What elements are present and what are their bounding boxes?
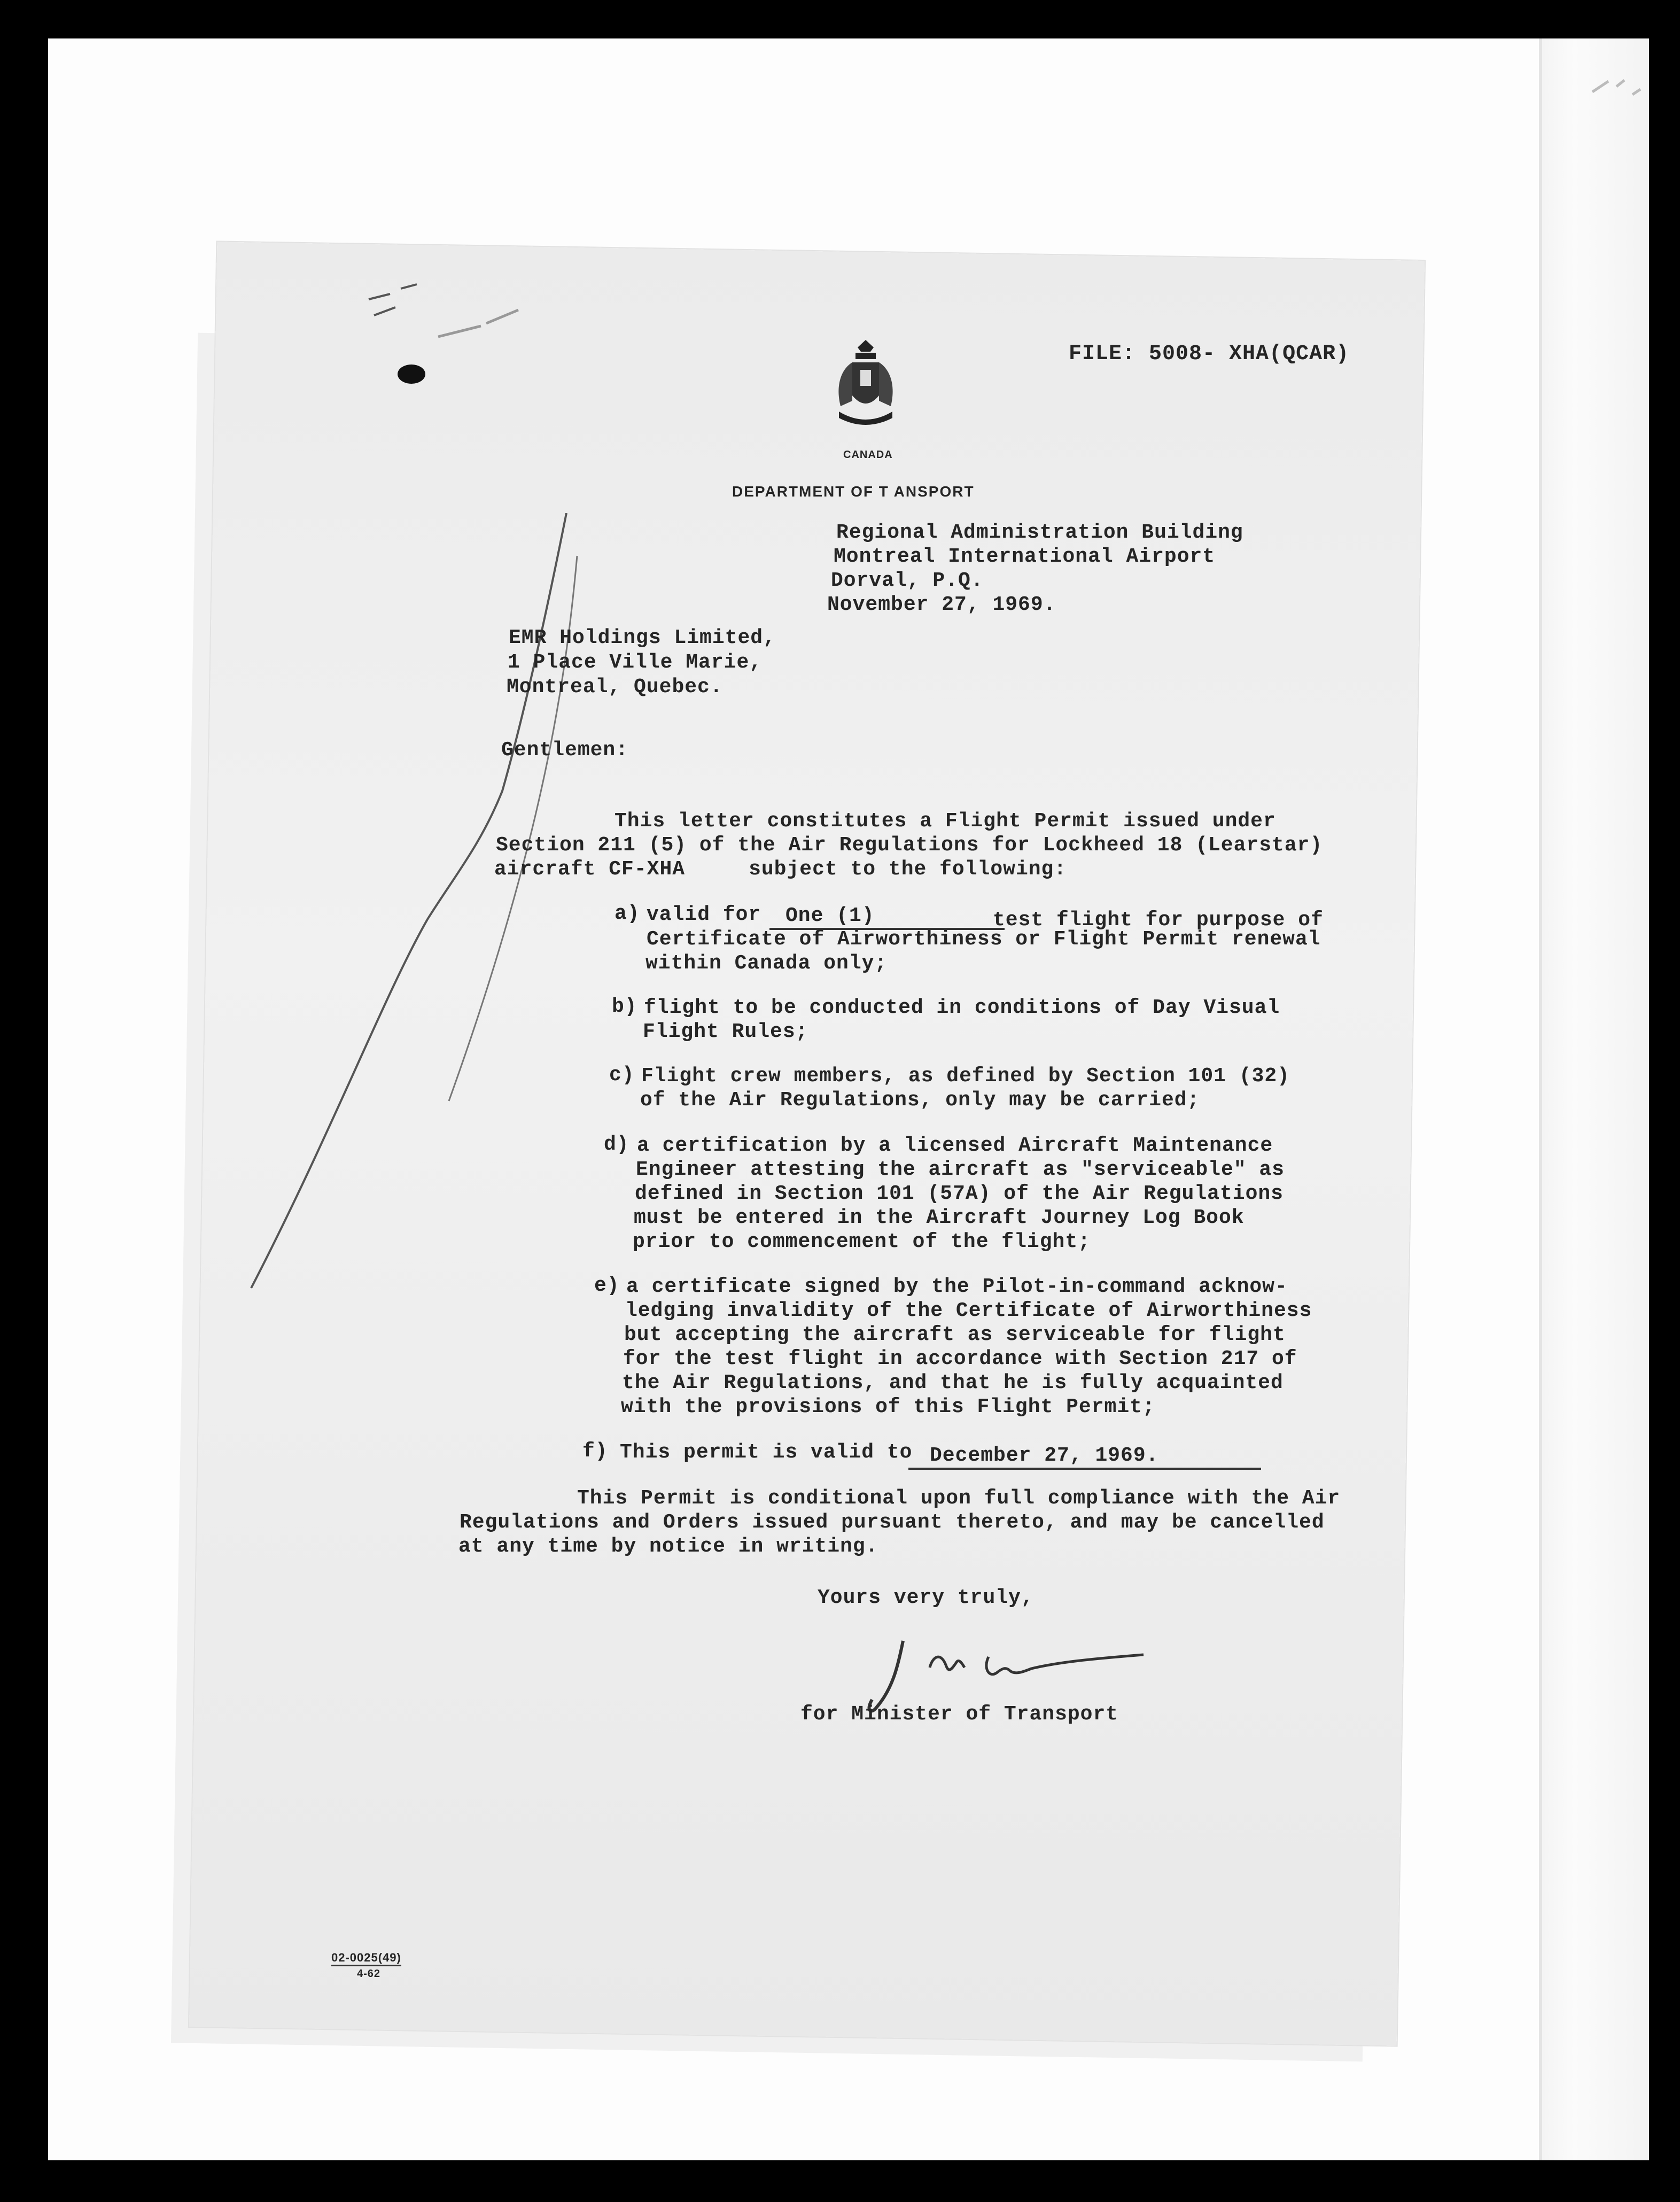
condition-letter: c) — [609, 1064, 635, 1087]
salutation: Gentlemen: — [501, 739, 629, 762]
condition-line: a certification by a licensed Aircraft Maintenance — [637, 1134, 1273, 1157]
recipient-line: EMR Holdings Limited, — [509, 626, 776, 649]
department-name: DEPARTMENT OF T ANSPORT — [732, 483, 975, 500]
recipient-line: Montreal, Quebec. — [507, 676, 723, 699]
condition-letter: f) — [582, 1440, 608, 1463]
letter-date: November 27, 1969. — [827, 593, 1056, 616]
recipient-line: 1 Place Ville Marie, — [508, 651, 763, 674]
closing-line: at any time by notice in writing. — [458, 1535, 878, 1558]
sender-address-line: Montreal International Airport — [834, 545, 1216, 568]
condition-line: must be entered in the Aircraft Journey Log Book — [634, 1206, 1245, 1229]
condition-line: for the test flight in accordance with Section 217 of — [623, 1347, 1297, 1370]
form-date: 4-62 — [357, 1968, 381, 1980]
intro-line: aircraft CF-XHA subject to the following: — [494, 858, 1067, 881]
condition-line: but accepting the aircraft as serviceable for flight — [624, 1323, 1286, 1346]
coat-of-arms-icon — [831, 337, 900, 433]
condition-line: defined in Section 101 (57A) of the Air Regulations — [635, 1182, 1284, 1205]
condition-line: prior to commencement of the flight; — [633, 1230, 1091, 1253]
condition-letter: e) — [594, 1274, 620, 1297]
condition-line: This permit is valid to — [620, 1441, 913, 1464]
file-reference: FILE: 5008- XHA(QCAR) — [1069, 342, 1350, 366]
stray-mark-icon — [1587, 71, 1646, 108]
sender-address-line: Regional Administration Building — [836, 521, 1243, 544]
condition-line: the Air Regulations, and that he is fully acquainted — [622, 1371, 1284, 1394]
closing-line: Regulations and Orders issued pursuant thereto, and may be cancelled — [460, 1511, 1325, 1534]
closing-line: This Permit is conditional upon full compliance with the Air — [577, 1487, 1341, 1510]
condition-line: valid for — [647, 903, 761, 926]
condition-line: within Canada only; — [645, 952, 888, 975]
condition-letter: d) — [604, 1133, 629, 1156]
condition-line: Flight Rules; — [643, 1020, 808, 1043]
condition-letter: b) — [612, 995, 637, 1018]
crest-country: CANADA — [843, 449, 893, 461]
scan-blot-icon — [358, 278, 534, 396]
condition-line: a certificate signed by the Pilot-in-command acknow- — [626, 1275, 1288, 1298]
condition-line: ledging invalidity of the Certificate of Airworthiness — [625, 1299, 1312, 1322]
sender-address-line: Dorval, P.Q. — [831, 569, 984, 592]
page-right-edge — [1539, 38, 1649, 2160]
condition-line: test flight for purpose of — [993, 909, 1324, 932]
signatory-title: for Minister of Transport — [800, 1703, 1119, 1726]
condition-line: with the provisions of this Flight Permit; — [621, 1395, 1155, 1418]
condition-line: of the Air Regulations, only may be carried; — [640, 1089, 1200, 1112]
intro-line: Section 211 (5) of the Air Regulations for Lockheed 18 (Learstar) — [496, 834, 1323, 857]
intro-line: This letter constitutes a Flight Permit issued under — [615, 810, 1276, 833]
condition-line: Engineer attesting the aircraft as "serviceable" as — [636, 1158, 1285, 1181]
flight-count-fill: One (1) — [769, 904, 1005, 930]
condition-letter: a) — [615, 902, 640, 925]
form-number: 02-0025(49) — [331, 1951, 401, 1966]
condition-line: Certificate of Airworthiness or Flight Permit renewal — [647, 928, 1321, 951]
valediction: Yours very truly, — [818, 1586, 1034, 1609]
condition-line: Flight crew members, as defined by Section 101 (32) — [641, 1065, 1290, 1088]
condition-line: flight to be conducted in conditions of Day Visual — [644, 996, 1280, 1019]
expiry-date-fill: December 27, 1969. — [908, 1444, 1261, 1470]
